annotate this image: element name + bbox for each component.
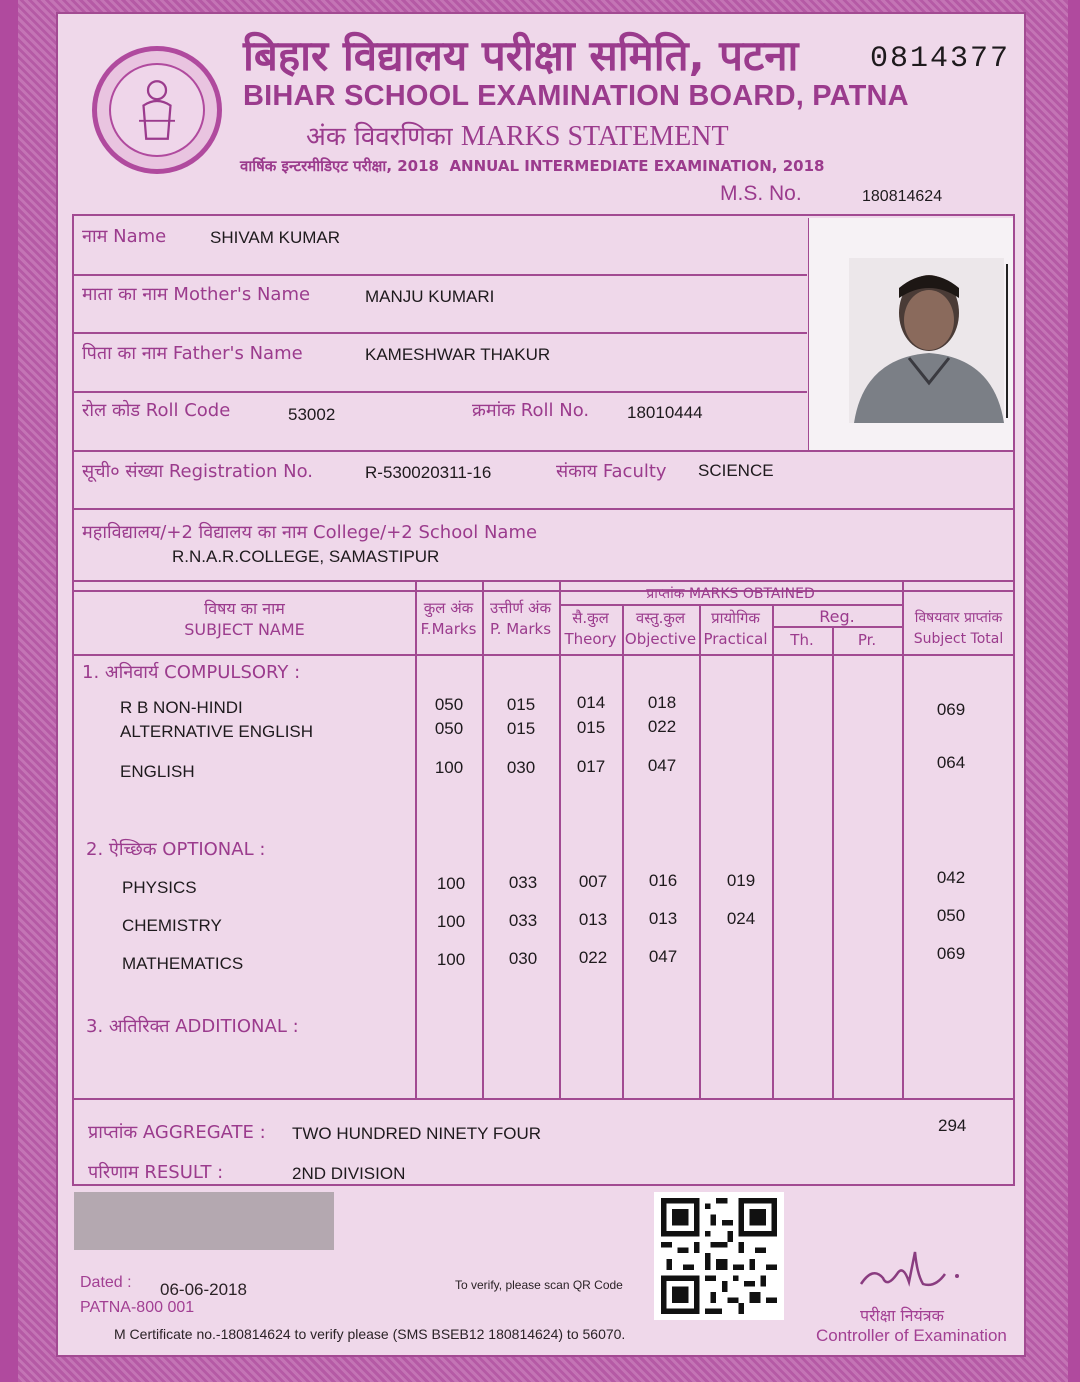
theory-marks: 022 — [578, 948, 608, 967]
full-marks: 100 — [436, 874, 466, 893]
registration-label: सूची० संख्या Registration No. — [82, 461, 314, 482]
subject-name: MATHEMATICS — [122, 954, 244, 973]
pass-marks-header-english: P. Marks — [489, 620, 552, 638]
full-marks: 100 — [436, 912, 466, 931]
subject-header-hindi: विषय का नाम — [204, 599, 285, 618]
college-name: R.N.A.R.COLLEGE, SAMASTIPUR — [172, 547, 440, 566]
issue-date: 06-06-2018 — [160, 1280, 247, 1299]
reg-theory-header: Th. — [790, 631, 814, 649]
theory-marks: 014 — [576, 693, 606, 712]
exam-title — [240, 156, 825, 176]
full-marks: 100 — [436, 950, 466, 969]
subject-total-header-hindi: विषयवार प्राप्तांक — [914, 610, 1003, 626]
reg-practical-header: Pr. — [857, 631, 877, 649]
pass-marks-header-hindi: उत्तीर्ण अंक — [489, 599, 552, 617]
practical-header — [699, 608, 772, 650]
pass-marks: 033 — [508, 873, 538, 892]
signature-icon — [853, 1244, 973, 1300]
objective-header-english: Objective — [624, 630, 697, 648]
full-marks: 050 — [434, 695, 464, 714]
theory-marks: 013 — [578, 910, 608, 929]
pass-marks-header — [482, 598, 559, 640]
objective-marks: 018 — [647, 693, 677, 712]
subject-name: PHYSICS — [122, 878, 197, 897]
subject-name: CHEMISTRY — [122, 916, 222, 935]
pass-marks: 030 — [506, 758, 536, 777]
controller-title-hindi: परीक्षा नियंत्रक — [860, 1306, 944, 1325]
qr-code[interactable] — [654, 1192, 784, 1320]
exam-title-hindi: वार्षिक इन्टरमीडिएट परीक्षा, 2018 — [240, 157, 439, 175]
objective-marks: 047 — [648, 947, 678, 966]
objective-marks: 022 — [647, 717, 677, 736]
theory-marks: 007 — [578, 872, 608, 891]
name-label: नाम Name — [82, 226, 167, 247]
dated-label: Dated : — [80, 1274, 132, 1291]
father-name: KAMESHWAR THAKUR — [365, 345, 551, 364]
aggregate-label: प्राप्तांक AGGREGATE : — [88, 1122, 266, 1143]
objective-marks: 047 — [647, 756, 677, 775]
roll-code-label: रोल कोड Roll Code — [82, 400, 231, 421]
subject-header-english: SUBJECT NAME — [184, 620, 305, 639]
pass-marks: 015 — [506, 695, 536, 714]
reg-header: Reg. — [819, 607, 855, 626]
student-name: SHIVAM KUMAR — [210, 228, 341, 247]
aggregate-block — [72, 1100, 1015, 1186]
marks-table — [72, 580, 1015, 1100]
subject-total: 042 — [936, 868, 966, 887]
board-title-hindi: बिहार विद्यालय परीक्षा समिति, पटना — [243, 31, 799, 80]
objective-header-hindi: वस्तु.कुल — [635, 609, 686, 627]
document-title — [306, 117, 729, 153]
controller-title-english: Controller of Examination — [816, 1326, 1007, 1345]
subject-name: ALTERNATIVE ENGLISH — [120, 722, 314, 741]
pass-marks: 030 — [508, 949, 538, 968]
college-label: महाविद्यालय/+2 विद्यालय का नाम College/+2 School Name — [82, 522, 538, 543]
aggregate-total: 294 — [938, 1116, 967, 1135]
subject-total: 050 — [936, 906, 966, 925]
redacted-area — [74, 1192, 334, 1250]
subject-total: 064 — [936, 753, 966, 772]
document-title-english: MARKS STATEMENT — [460, 121, 729, 152]
mother-name: MANJU KUMARI — [365, 287, 495, 306]
section-optional: 2. ऐच्छिक OPTIONAL : — [86, 839, 266, 860]
ms-number-label: M.S. No. — [720, 182, 802, 205]
full-marks-header — [415, 598, 482, 640]
result-label: परिणाम RESULT : — [88, 1162, 224, 1183]
subject-name: ENGLISH — [120, 762, 195, 781]
qr-verify-note: To verify, please scan QR Code — [455, 1278, 623, 1292]
pass-marks: 033 — [508, 911, 538, 930]
marks-obtained-header: प्राप्तांक MARKS OBTAINED — [646, 586, 815, 602]
serial-number: 0814377 — [870, 42, 1011, 76]
full-marks: 050 — [434, 719, 464, 738]
practical-header-hindi: प्रायोगिक — [711, 609, 760, 627]
subject-name-header — [74, 598, 415, 640]
marks-statement — [56, 12, 1026, 1357]
roll-no: 18010444 — [627, 403, 703, 422]
theory-marks: 015 — [576, 718, 606, 737]
aggregate-words: TWO HUNDRED NINETY FOUR — [292, 1124, 542, 1143]
roll-code: 53002 — [288, 405, 336, 424]
student-info-block — [72, 214, 1015, 592]
full-marks: 100 — [434, 758, 464, 777]
theory-header-hindi: सै.कुल — [572, 609, 609, 627]
practical-header-english: Practical — [703, 630, 768, 648]
full-marks-header-english: F.Marks — [420, 620, 477, 638]
ms-number-value: 180814624 — [862, 188, 943, 205]
student-photo — [808, 218, 1013, 450]
theory-marks: 017 — [576, 757, 606, 776]
board-emblem-icon — [92, 46, 222, 174]
document-title-hindi: अंक विवरणिका — [306, 122, 453, 152]
section-additional: 3. अतिरिक्त ADDITIONAL : — [86, 1016, 299, 1037]
practical-marks: 024 — [726, 909, 756, 928]
father-name-label: पिता का नाम Father's Name — [82, 343, 303, 364]
subject-name: R B NON-HINDI — [120, 698, 243, 717]
board-title-english: BIHAR SCHOOL EXAMINATION BOARD, PATNA — [243, 80, 909, 112]
pass-marks: 015 — [506, 719, 536, 738]
theory-header-english: Theory — [564, 630, 617, 648]
practical-marks: 019 — [726, 871, 756, 890]
mother-name-label: माता का नाम Mother's Name — [82, 284, 311, 305]
objective-marks: 013 — [648, 909, 678, 928]
subject-total: 069 — [936, 944, 966, 963]
result-value: 2ND DIVISION — [292, 1164, 406, 1183]
subject-total-header-english: Subject Total — [913, 631, 1004, 647]
faculty: SCIENCE — [698, 461, 774, 480]
exam-title-english: ANNUAL INTERMEDIATE EXAMINATION, 2018 — [449, 157, 825, 175]
full-marks-header-hindi: कुल अंक — [423, 599, 474, 617]
theory-header — [559, 608, 622, 650]
subject-total: 069 — [936, 700, 966, 719]
faculty-label: संकाय Faculty — [556, 461, 667, 482]
section-compulsory: 1. अनिवार्य COMPULSORY : — [82, 662, 301, 683]
certificate-verification-note: M Certificate no.-180814624 to verify please (SMS BSEB12 180814624) to 56070. — [114, 1326, 626, 1342]
objective-header — [622, 608, 699, 650]
objective-marks: 016 — [648, 871, 678, 890]
issue-place: PATNA-800 001 — [80, 1299, 195, 1316]
roll-no-label: क्रमांक Roll No. — [472, 400, 590, 421]
registration-number: R-530020311-16 — [365, 463, 492, 482]
subject-total-header — [902, 608, 1015, 650]
